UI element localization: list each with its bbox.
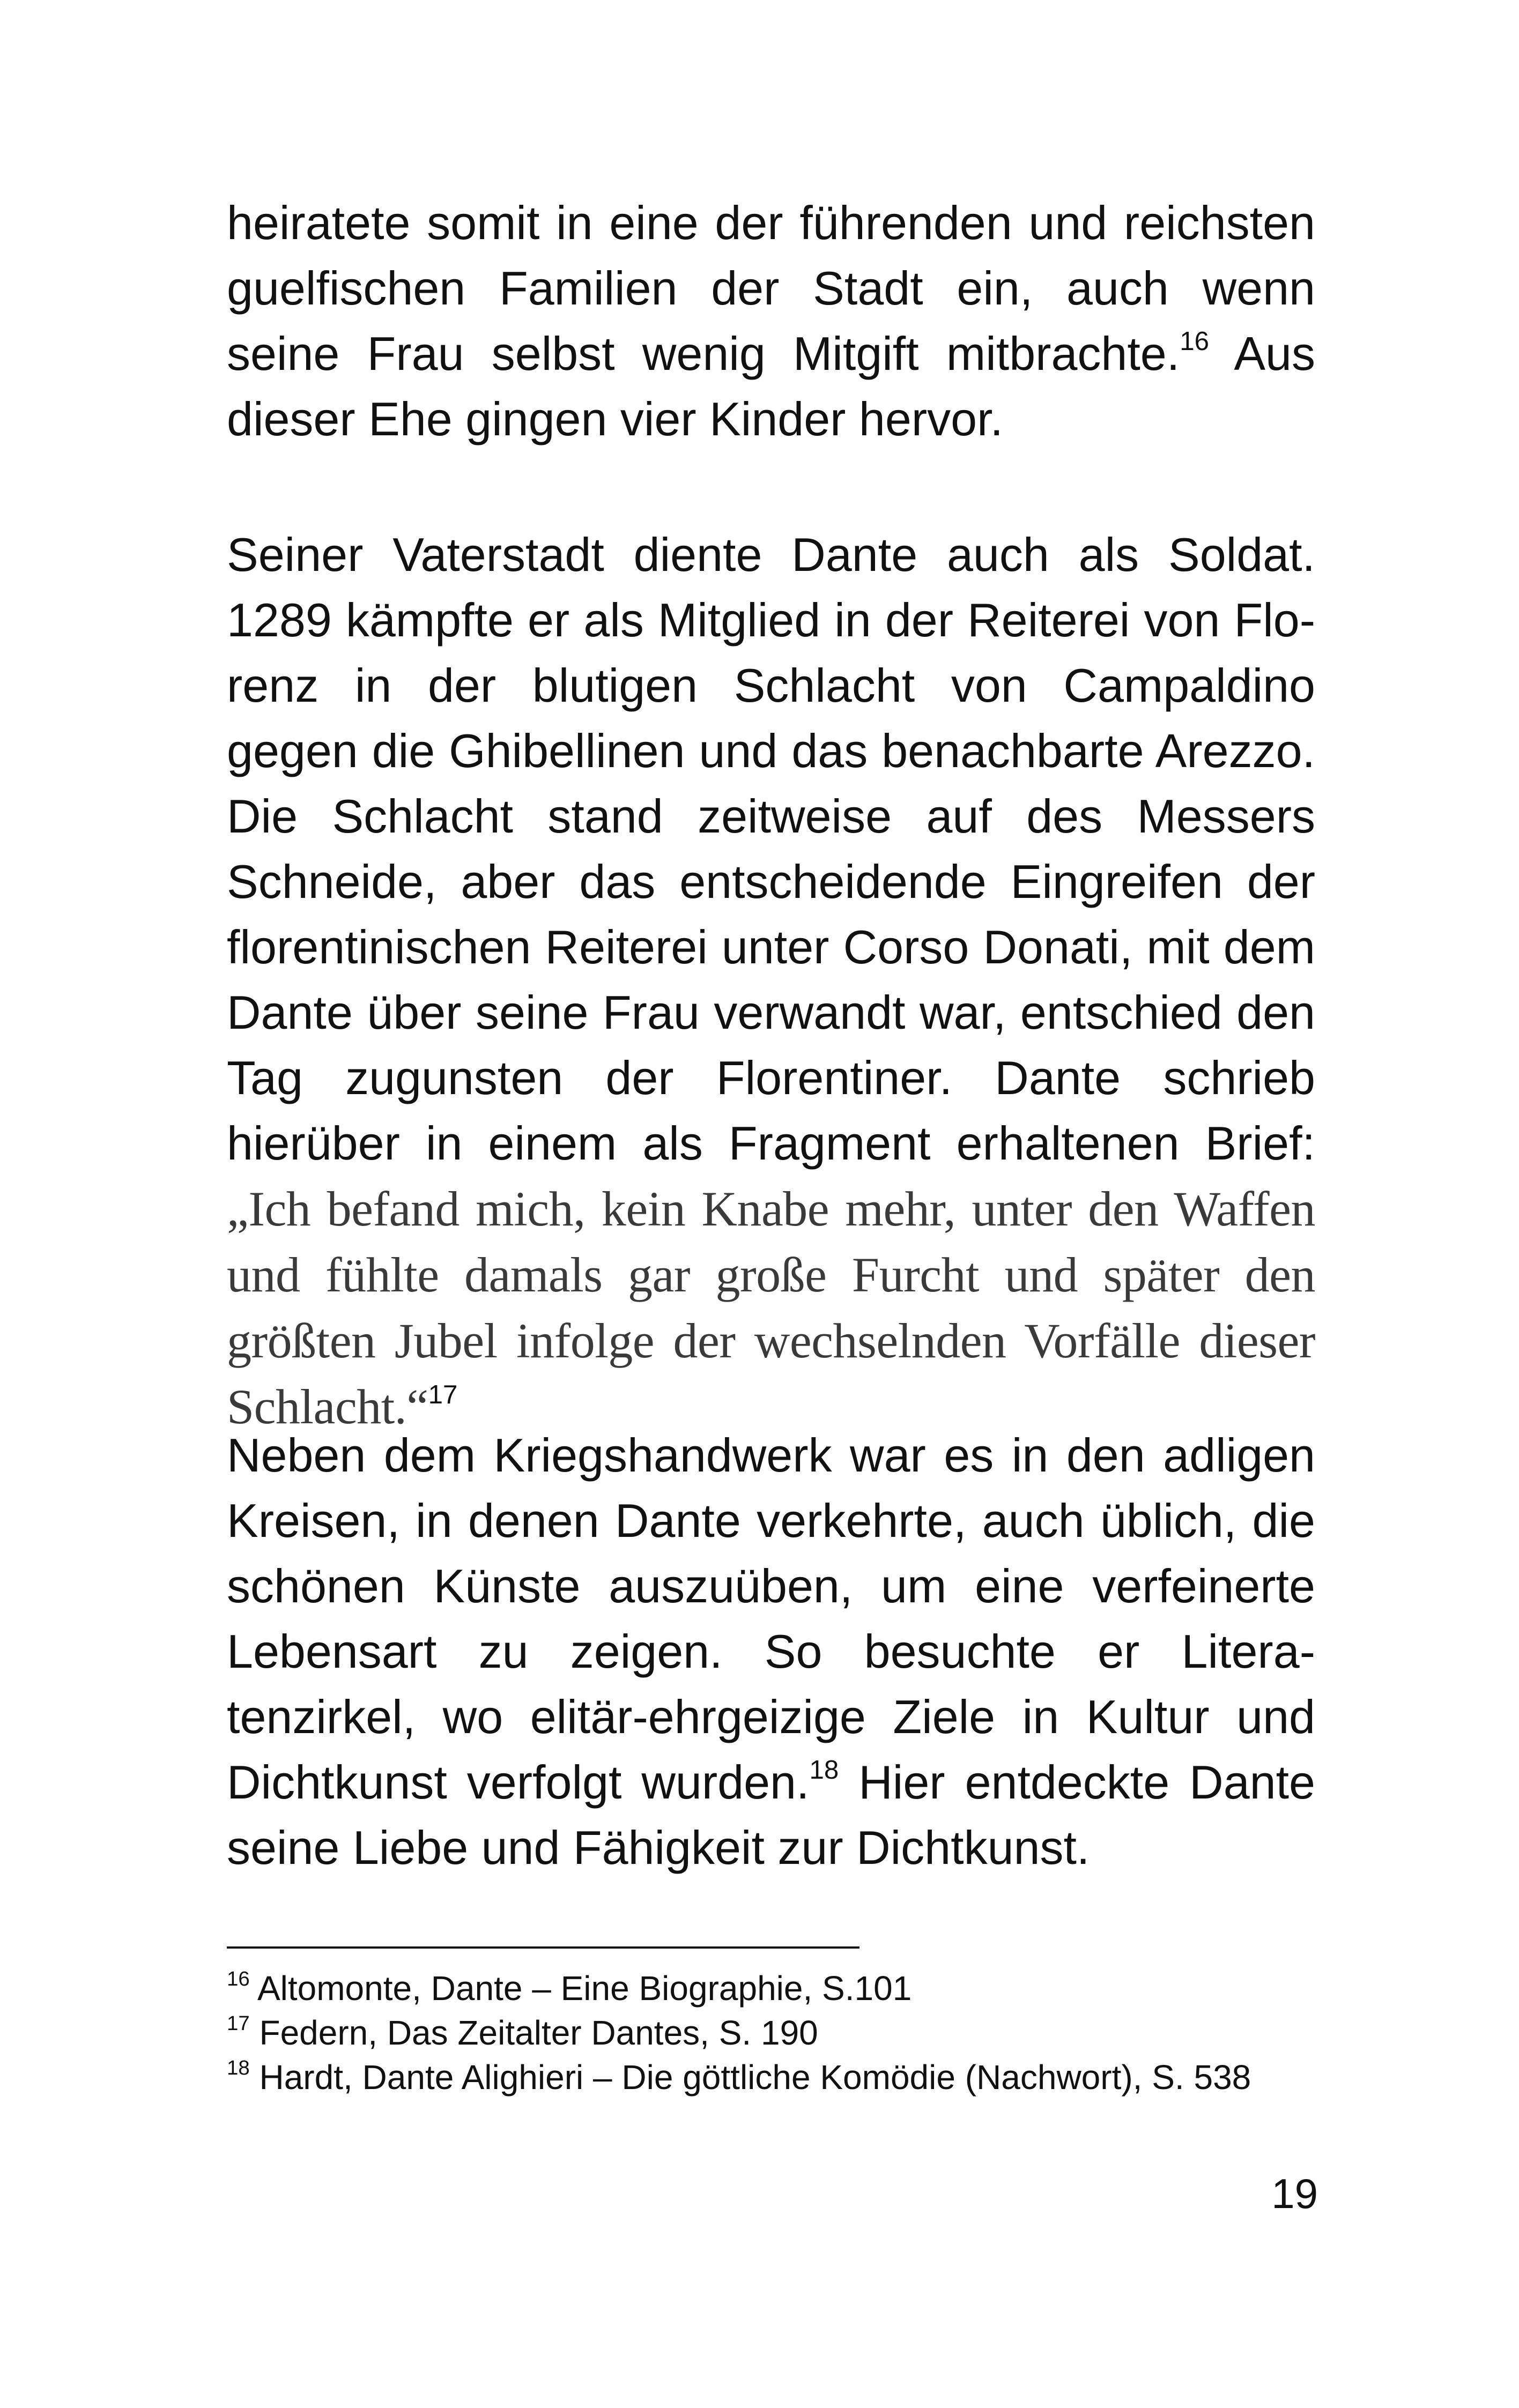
footnote-number: 18	[227, 2056, 250, 2080]
footnote-text: Federn, Das Zeitalter Dantes, S. 190	[259, 2013, 818, 2052]
footnotes	[227, 1966, 1326, 2100]
footnote-ref-16: 16	[1180, 326, 1209, 356]
footnote-18	[227, 2055, 1326, 2100]
footnote-text: Hardt, Dante Alighieri – Die göttliche Komödie (Nachwort), S. 538	[259, 2058, 1251, 2097]
body-paragraph-1	[227, 190, 1315, 452]
footnote-number: 16	[227, 1967, 250, 1991]
footnote-17	[227, 2011, 1326, 2055]
footnote-16	[227, 1966, 1326, 2011]
footnote-ref-18: 18	[809, 1755, 839, 1785]
page-number: 19	[1271, 2170, 1318, 2217]
body-paragraph-3	[227, 1423, 1315, 1881]
footnote-text: Altomonte, Dante – Eine Biographie, S.101	[257, 1969, 912, 2008]
footnote-number: 17	[227, 2012, 250, 2035]
letter-quotation: „Ich befand mich, kein Knabe mehr, unter den Waffen und fühlte damals gar große Furcht und später den größten Jubel infolge der wechselnden Vorfälle dieser Schlacht.“	[227, 1181, 1315, 1434]
paragraph-3-text: Neben dem Kriegshandwerk war es in den adligen Kreisen, in denen Dante verkehrte, auch üblich, die schönen Künste auszuüben, um eine verfeinerte Lebensart zu zeigen. So besuchte er Literatenzirkel, wo elitär-ehrgeizige Ziele in Kultur und Dichtkunst verfolgt wurden.	[227, 1429, 1315, 1809]
paragraph-1-text: heiratete somit in eine der führenden und reichsten guelfischen Familien der Stadt ein, auch wenn seine Frau selbst wenig Mitgift mitbrachte.	[227, 196, 1315, 380]
body-paragraph-2	[227, 522, 1315, 1440]
paragraph-2-text: Seiner Vaterstadt diente Dante auch als Soldat. 1289 kämpfte er als Mitglied in der Reiterei von Florenz in der blutigen Schlacht von Campaldino gegen die Ghibellinen und das benachbarte Arezzo. Die Schlacht stand zeitweise auf des Messers Schneide, aber das entscheidende Eingreifen der florentinischen Reiterei unter Corso Donati, mit dem Dante über seine Frau verwandt war, entschied den Tag zugunsten der Florentiner. Dante schrieb hierüber in einem als Fragment erhaltenen Brief:	[227, 528, 1315, 1170]
footnote-separator	[227, 1946, 859, 1949]
paragraph-3-text-cont: Hier entdeckte Dante seine Liebe und Fähigkeit zur Dichtkunst.	[227, 1756, 1316, 1874]
paragraph-1-text-cont: Aus dieser Ehe gingen vier Kinder hervor.	[227, 327, 1315, 445]
footnote-ref-17: 17	[428, 1380, 458, 1410]
